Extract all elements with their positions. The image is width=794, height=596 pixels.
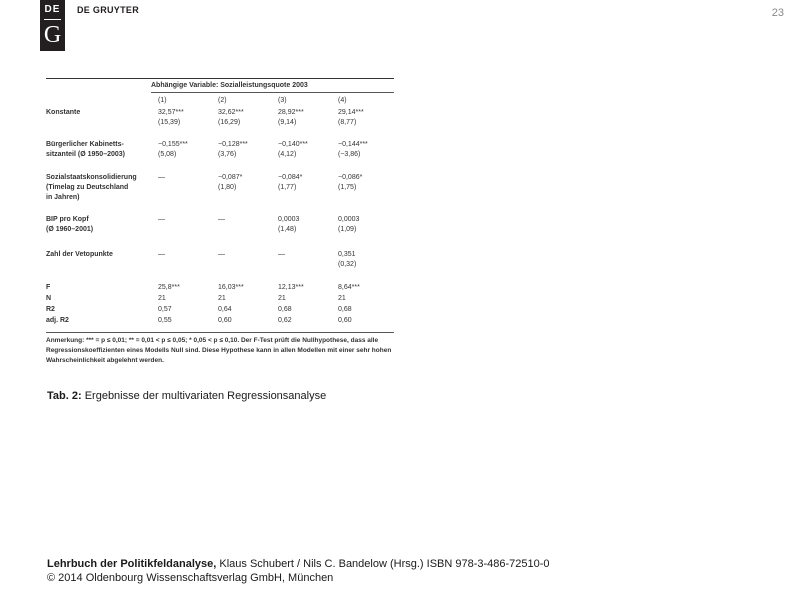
column-header-4: (4) xyxy=(338,97,347,104)
row-label: BIP pro Kopf (Ø 1960–2001) xyxy=(46,216,94,233)
table-cell: 8,64*** xyxy=(338,284,360,291)
table-cell: −0,087* (1,80) xyxy=(218,174,243,191)
table-cell: −0,128*** (3,76) xyxy=(218,141,248,158)
caption-text: Ergebnisse der multivariaten Regressionsanalyse xyxy=(84,390,327,402)
table-cell: — xyxy=(278,251,285,258)
column-header-3: (3) xyxy=(278,97,287,104)
row-label: N xyxy=(46,295,52,302)
table-cell: −0,084* (1,77) xyxy=(278,174,303,191)
table-bottom-rule xyxy=(46,332,394,333)
column-header-2: (2) xyxy=(218,97,227,104)
row-label: Bürgerlicher Kabinetts- sitzanteil (Ø 1950–2003) xyxy=(46,141,125,158)
dependent-variable-header: Abhängige Variable: Sozialleistungsquote 2003 xyxy=(151,82,308,89)
table-top-rule xyxy=(46,78,394,79)
table-cell: −0,144*** (−3,86) xyxy=(338,141,368,158)
table-cell: 21 xyxy=(278,295,286,302)
page-number: 23 xyxy=(771,7,784,19)
table-cell: 29,14*** (8,77) xyxy=(338,109,364,126)
table-cell: 32,57*** (15,39) xyxy=(158,109,184,126)
table-cell: 0,60 xyxy=(218,317,232,324)
table-cell: 12,13*** xyxy=(278,284,304,291)
copyright-line: © 2014 Oldenbourg Wissenschaftsverlag GmbH, München xyxy=(47,572,334,584)
row-label: Zahl der Vetopunkte xyxy=(46,251,113,258)
caption-label: Tab. 2: xyxy=(47,390,82,402)
table-cell: 0,0003 (1,48) xyxy=(278,216,300,233)
table-cell: 0,0003 (1,09) xyxy=(338,216,360,233)
table-cell: 0,55 xyxy=(158,317,172,324)
table-note: Anmerkung: *** = p ≤ 0,01; ** = 0,01 < p ≤ 0,05; * 0,05 < p ≤ 0,10. Der F-Test prüft die Nullhypothese, dass alle Regressionskoeffizienten eines Modells Null sind. Diese Hypothese kann in allen Modellen mit einer sehr hohen Wahrscheinlichkeit abgelehnt werden. xyxy=(46,337,392,364)
table-cell: 0,60 xyxy=(338,317,352,324)
book-title: Lehrbuch der Politikfeldanalyse, xyxy=(47,558,217,570)
row-label: F xyxy=(46,284,51,291)
book-citation xyxy=(47,558,550,570)
table-cell: 21 xyxy=(218,295,226,302)
table-cell: — xyxy=(158,216,165,223)
de-gruyter-logo xyxy=(40,0,65,51)
row-label: R2 xyxy=(46,306,55,313)
header-rule xyxy=(151,92,394,93)
table-cell: — xyxy=(158,251,165,258)
table-caption xyxy=(47,390,326,402)
row-label: Konstante xyxy=(46,109,81,116)
table-cell: 0,68 xyxy=(338,306,352,313)
table-cell: 21 xyxy=(338,295,346,302)
logo-de-text: DE xyxy=(44,4,61,15)
table-cell: 28,92*** (9,14) xyxy=(278,109,304,126)
publisher-name: DE GRUYTER xyxy=(77,5,140,15)
table-cell: 0,57 xyxy=(158,306,172,313)
table-cell: 25,8*** xyxy=(158,284,180,291)
book-details: Klaus Schubert / Nils C. Bandelow (Hrsg.) ISBN 978-3-486-72510-0 xyxy=(219,558,550,570)
table-cell: 0,64 xyxy=(218,306,232,313)
table-cell: 21 xyxy=(158,295,166,302)
row-label: Sozialstaatskonsolidierung (Timelag zu Deutschland in Jahren) xyxy=(46,174,137,201)
table-cell: 16,03*** xyxy=(218,284,244,291)
table-cell: 32,62*** (16,29) xyxy=(218,109,244,126)
table-cell: 0,68 xyxy=(278,306,292,313)
table-cell: −0,140*** (4,12) xyxy=(278,141,308,158)
column-header-1: (1) xyxy=(158,97,167,104)
table-cell: — xyxy=(218,216,225,223)
logo-g-text: G xyxy=(43,22,62,48)
table-cell: 0,62 xyxy=(278,317,292,324)
table-cell: −0,155*** (5,08) xyxy=(158,141,188,158)
table-cell: — xyxy=(218,251,225,258)
logo-divider xyxy=(44,19,61,20)
table-cell: −0,086* (1,75) xyxy=(338,174,363,191)
table-cell: 0,351 (0,32) xyxy=(338,251,357,268)
table-cell: — xyxy=(158,174,165,181)
row-label: adj. R2 xyxy=(46,317,69,324)
